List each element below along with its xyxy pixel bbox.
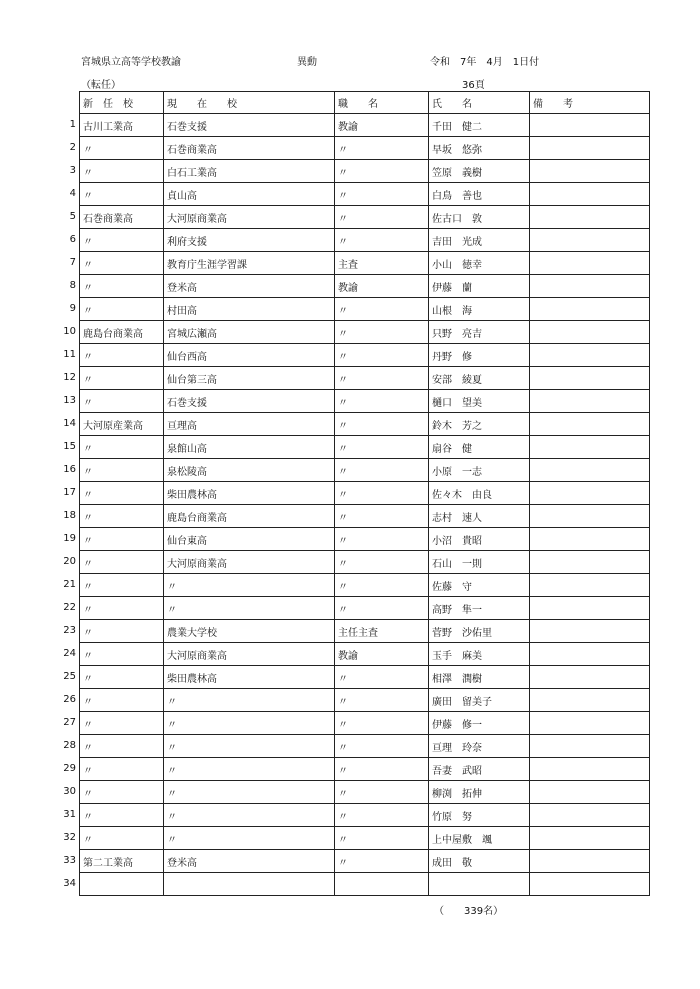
position-cell: 〃 [335,344,429,367]
name-cell: 白鳥 善也 [429,183,530,206]
remarks-cell [530,528,650,551]
table-row [80,183,650,206]
new-school-cell: 〃 [80,528,164,551]
current-school-cell: 登米高 [164,275,335,298]
position-cell: 教諭 [335,114,429,137]
table-row [80,712,650,735]
name-cell: 上中屋敷 颯 [429,827,530,850]
position-cell: 〃 [335,298,429,321]
row-number: 19 [63,533,76,544]
new-school-cell: 〃 [80,643,164,666]
position-cell: 〃 [335,459,429,482]
column-header-current-school: 現 在 校 [164,92,335,114]
new-school-cell [80,873,164,896]
row-number: 5 [69,211,76,222]
row-number: 2 [69,142,76,153]
table-row [80,252,650,275]
name-cell: 山根 海 [429,298,530,321]
new-school-cell: 〃 [80,459,164,482]
position-cell: 教諭 [335,275,429,298]
name-cell: 佐々木 由良 [429,482,530,505]
name-cell: 吾妻 武昭 [429,758,530,781]
position-cell: 〃 [335,689,429,712]
position-cell: 〃 [335,827,429,850]
new-school-cell: 古川工業高 [80,114,164,137]
position-cell: 〃 [335,574,429,597]
name-cell: 只野 亮吉 [429,321,530,344]
current-school-cell: 白石工業高 [164,160,335,183]
remarks-cell [530,781,650,804]
table-row [80,827,650,850]
name-cell: 高野 隼一 [429,597,530,620]
new-school-cell: 〃 [80,137,164,160]
row-number: 21 [63,579,76,590]
table-row [80,873,650,896]
current-school-cell: 石巻支援 [164,114,335,137]
table-row [80,206,650,229]
position-cell: 〃 [335,758,429,781]
table-row [80,482,650,505]
current-school-cell: 大河原商業高 [164,643,335,666]
position-cell: 〃 [335,597,429,620]
position-cell: 〃 [335,735,429,758]
current-school-cell: 仙台東高 [164,528,335,551]
remarks-cell [530,804,650,827]
row-number: 7 [69,257,76,268]
current-school-cell: 大河原商業高 [164,206,335,229]
table-row [80,804,650,827]
row-number: 32 [63,832,76,843]
name-cell: 佐古口 敦 [429,206,530,229]
remarks-cell [530,137,650,160]
row-number: 14 [63,418,76,429]
position-cell: 〃 [335,528,429,551]
table-row [80,390,650,413]
new-school-cell: 〃 [80,827,164,850]
name-cell: 小山 徳幸 [429,252,530,275]
current-school-cell: 〃 [164,827,335,850]
remarks-cell [530,367,650,390]
table-row [80,160,650,183]
row-number: 13 [63,395,76,406]
table-row [80,367,650,390]
row-number: 4 [69,188,76,199]
current-school-cell: 〃 [164,804,335,827]
position-cell: 〃 [335,666,429,689]
row-number: 1 [69,119,76,130]
table-row [80,229,650,252]
row-number: 22 [63,602,76,613]
position-cell: 〃 [335,505,429,528]
remarks-cell [530,183,650,206]
new-school-cell: 〃 [80,505,164,528]
table-row [80,850,650,873]
remarks-cell [530,482,650,505]
name-cell: 廣田 留美子 [429,689,530,712]
new-school-cell: 〃 [80,344,164,367]
new-school-cell: 〃 [80,436,164,459]
position-cell: 〃 [335,413,429,436]
name-cell: 亘理 玲奈 [429,735,530,758]
table-row [80,505,650,528]
table-row [80,758,650,781]
new-school-cell: 〃 [80,712,164,735]
table-row [80,344,650,367]
table-header-row [80,92,650,114]
new-school-cell: 〃 [80,229,164,252]
row-number: 17 [63,487,76,498]
remarks-cell [530,229,650,252]
name-cell: 伊藤 修一 [429,712,530,735]
current-school-cell: 村田高 [164,298,335,321]
current-school-cell: 〃 [164,574,335,597]
row-number: 11 [63,349,76,360]
remarks-cell [530,459,650,482]
current-school-cell: 貞山高 [164,183,335,206]
table-row [80,551,650,574]
remarks-cell [530,206,650,229]
new-school-cell: 〃 [80,689,164,712]
current-school-cell: 教育庁生涯学習課 [164,252,335,275]
remarks-cell [530,758,650,781]
row-number: 24 [63,648,76,659]
remarks-cell [530,413,650,436]
name-cell: 志村 速人 [429,505,530,528]
name-cell: 菅野 沙佑里 [429,620,530,643]
new-school-cell: 第二工業高 [80,850,164,873]
remarks-cell [530,344,650,367]
row-number: 9 [69,303,76,314]
table-row [80,413,650,436]
name-cell: 小原 一志 [429,459,530,482]
category-label: 異動 [297,57,317,68]
new-school-cell: 〃 [80,551,164,574]
row-number: 30 [63,786,76,797]
current-school-cell: 〃 [164,758,335,781]
remarks-cell [530,574,650,597]
remarks-cell [530,666,650,689]
new-school-cell: 石巻商業高 [80,206,164,229]
position-cell: 〃 [335,781,429,804]
row-number: 16 [63,464,76,475]
current-school-cell: 〃 [164,689,335,712]
position-cell [335,873,429,896]
column-header-remarks: 備 考 [530,92,650,114]
name-cell: 小沼 貴昭 [429,528,530,551]
new-school-cell: 〃 [80,735,164,758]
name-cell: 佐藤 守 [429,574,530,597]
table-row [80,321,650,344]
current-school-cell: 泉松陵高 [164,459,335,482]
remarks-cell [530,873,650,896]
position-cell: 〃 [335,321,429,344]
row-number: 3 [69,165,76,176]
position-cell: 〃 [335,390,429,413]
table-row [80,528,650,551]
position-cell: 〃 [335,482,429,505]
position-cell: 〃 [335,850,429,873]
position-cell: 〃 [335,436,429,459]
new-school-cell: 〃 [80,574,164,597]
remarks-cell [530,390,650,413]
position-cell: 〃 [335,551,429,574]
org-title: 宮城県立高等学校教諭 [81,57,181,68]
name-cell: 伊藤 蘭 [429,275,530,298]
remarks-cell [530,436,650,459]
row-number: 15 [63,441,76,452]
remarks-cell [530,321,650,344]
remarks-cell [530,551,650,574]
table-row [80,781,650,804]
row-number: 8 [69,280,76,291]
new-school-cell: 〃 [80,666,164,689]
row-number: 25 [63,671,76,682]
current-school-cell: 農業大学校 [164,620,335,643]
new-school-cell: 〃 [80,160,164,183]
name-cell: 樋口 望美 [429,390,530,413]
new-school-cell: 〃 [80,482,164,505]
table-row [80,114,650,137]
name-cell: 成田 敬 [429,850,530,873]
new-school-cell: 〃 [80,781,164,804]
position-cell: 〃 [335,183,429,206]
new-school-cell: 鹿島台商業高 [80,321,164,344]
remarks-cell [530,114,650,137]
current-school-cell: 登米高 [164,850,335,873]
current-school-cell: 泉館山高 [164,436,335,459]
column-header-name: 氏 名 [429,92,530,114]
table-row [80,275,650,298]
row-number: 33 [63,855,76,866]
page-number: 36頁 [462,80,485,91]
table-row [80,666,650,689]
current-school-cell: 大河原商業高 [164,551,335,574]
new-school-cell: 〃 [80,275,164,298]
table-row [80,643,650,666]
name-cell: 柳渕 拓伸 [429,781,530,804]
column-header-new-school: 新 任 校 [80,92,164,114]
row-number: 20 [63,556,76,567]
row-number: 18 [63,510,76,521]
position-cell: 〃 [335,160,429,183]
row-number: 27 [63,717,76,728]
total-count: （ 339名） [434,906,504,917]
name-cell [429,873,530,896]
remarks-cell [530,689,650,712]
row-number: 29 [63,763,76,774]
current-school-cell [164,873,335,896]
remarks-cell [530,850,650,873]
table-row [80,735,650,758]
new-school-cell: 〃 [80,620,164,643]
remarks-cell [530,712,650,735]
position-cell: 〃 [335,229,429,252]
new-school-cell: 〃 [80,758,164,781]
new-school-cell: 〃 [80,367,164,390]
name-cell: 早坂 悠弥 [429,137,530,160]
name-cell: 千田 健二 [429,114,530,137]
row-number: 26 [63,694,76,705]
row-number: 28 [63,740,76,751]
name-cell: 竹原 努 [429,804,530,827]
row-number: 6 [69,234,76,245]
table-row [80,689,650,712]
current-school-cell: 宮城広瀬高 [164,321,335,344]
position-cell: 教諭 [335,643,429,666]
current-school-cell: 柴田農林高 [164,482,335,505]
position-cell: 〃 [335,206,429,229]
table-row [80,597,650,620]
remarks-cell [530,252,650,275]
new-school-cell: 〃 [80,298,164,321]
name-cell: 鈴木 芳之 [429,413,530,436]
current-school-cell: 仙台第三高 [164,367,335,390]
remarks-cell [530,298,650,321]
remarks-cell [530,275,650,298]
name-cell: 吉田 光成 [429,229,530,252]
position-cell: 主任主査 [335,620,429,643]
position-cell: 〃 [335,137,429,160]
table-row [80,620,650,643]
new-school-cell: 〃 [80,183,164,206]
current-school-cell: 〃 [164,781,335,804]
new-school-cell: 〃 [80,252,164,275]
remarks-cell [530,620,650,643]
remarks-cell [530,735,650,758]
position-cell: 〃 [335,367,429,390]
current-school-cell: 〃 [164,735,335,758]
remarks-cell [530,827,650,850]
personnel-table [79,91,650,896]
new-school-cell: 〃 [80,390,164,413]
current-school-cell: 〃 [164,597,335,620]
current-school-cell: 利府支援 [164,229,335,252]
position-cell: 主査 [335,252,429,275]
current-school-cell: 亘理高 [164,413,335,436]
current-school-cell: 石巻商業高 [164,137,335,160]
remarks-cell [530,160,650,183]
name-cell: 相澤 潤樹 [429,666,530,689]
row-number: 10 [63,326,76,337]
current-school-cell: 石巻支援 [164,390,335,413]
table-row [80,574,650,597]
row-number: 34 [63,878,76,889]
section-label: （転任） [81,80,121,91]
table-row [80,298,650,321]
new-school-cell: 〃 [80,597,164,620]
position-cell: 〃 [335,712,429,735]
row-number: 12 [63,372,76,383]
name-cell: 玉手 麻美 [429,643,530,666]
row-number: 23 [63,625,76,636]
table-body [80,114,650,896]
name-cell: 笠原 義樹 [429,160,530,183]
current-school-cell: 鹿島台商業高 [164,505,335,528]
name-cell: 安部 綾夏 [429,367,530,390]
remarks-cell [530,643,650,666]
position-cell: 〃 [335,804,429,827]
name-cell: 扇谷 健 [429,436,530,459]
new-school-cell: 大河原産業高 [80,413,164,436]
current-school-cell: 仙台西高 [164,344,335,367]
table-row [80,137,650,160]
remarks-cell [530,597,650,620]
name-cell: 石山 一則 [429,551,530,574]
current-school-cell: 柴田農林高 [164,666,335,689]
table-row [80,436,650,459]
remarks-cell [530,505,650,528]
new-school-cell: 〃 [80,804,164,827]
row-number: 31 [63,809,76,820]
name-cell: 丹野 修 [429,344,530,367]
column-header-position: 職 名 [335,92,429,114]
effective-date: 令和 7年 4月 1日付 [430,57,540,68]
current-school-cell: 〃 [164,712,335,735]
table-row [80,459,650,482]
